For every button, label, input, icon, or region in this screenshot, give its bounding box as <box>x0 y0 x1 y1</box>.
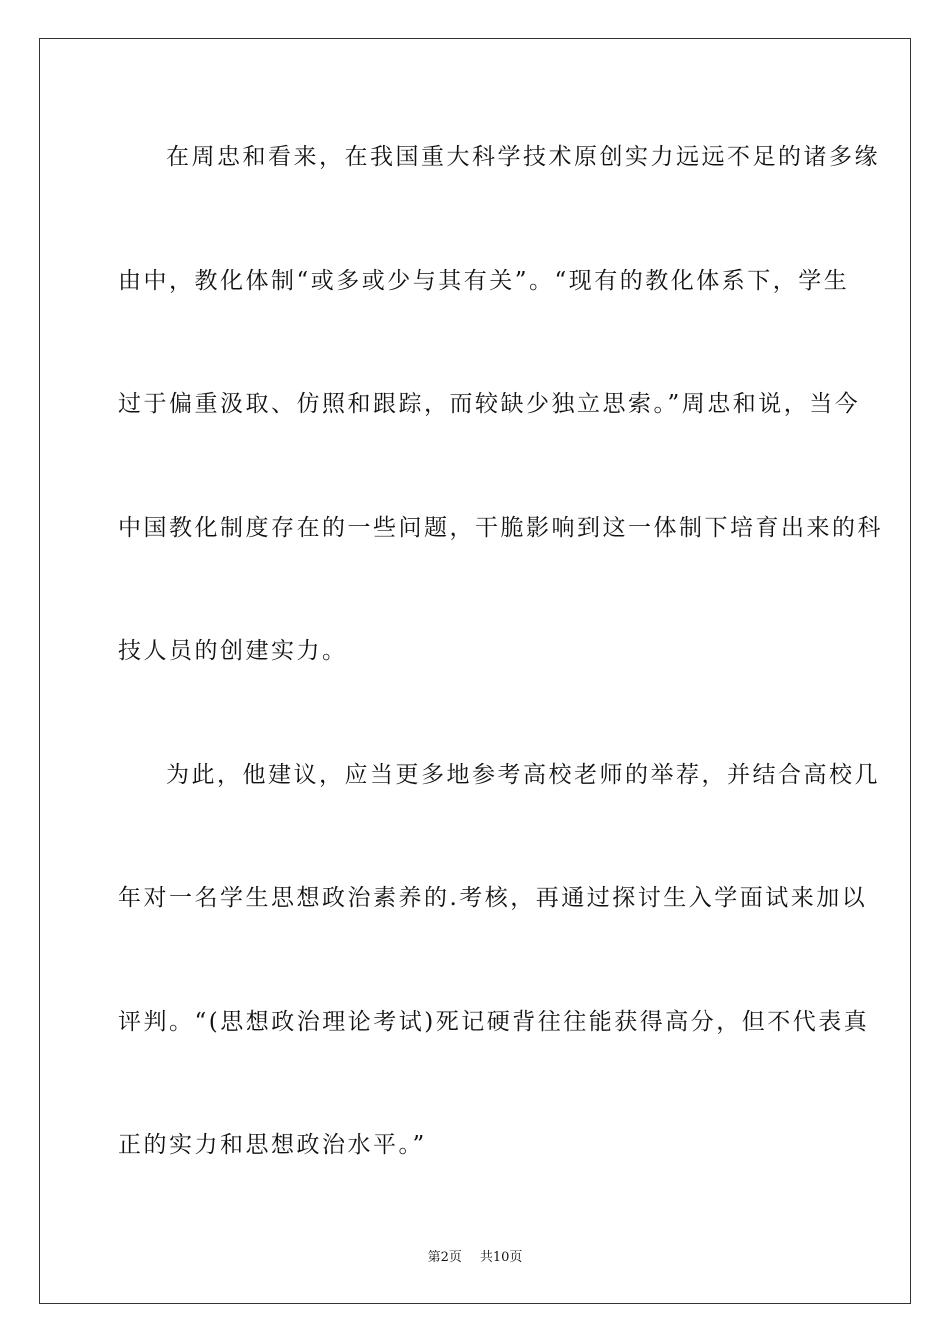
page-footer <box>0 1246 950 1265</box>
page-total: 共10页 <box>479 1250 523 1265</box>
paragraph-1-line-2: 由中，教化体制“或多或少与其有关”。“现有的教化体系下，学生 <box>118 267 850 294</box>
paragraph-2-line-4: 正的实力和思想政治水平。” <box>118 1132 427 1158</box>
paragraph-1-line-5: 技人员的创建实力。 <box>118 638 348 664</box>
paragraph-2-line-2: 年对一名学生思想政治素养的.考核，再通过探讨生入学面试来加以 <box>118 885 868 911</box>
paragraph-2-line-1: 为此，他建议，应当更多地参考高校老师的举荐，并结合高校几 <box>166 761 880 788</box>
paragraph-1-line-3: 过于偏重汲取、仿照和跟踪，而较缺少独立思索。”周忠和说，当今 <box>118 391 861 417</box>
document-body <box>118 126 883 1238</box>
paragraph-2-line-3: 评判。“(思想政治理论考试)死记硬背往往能获得高分，但不代表真 <box>118 1008 870 1035</box>
paragraph-1-line-1: 在周忠和看来，在我国重大科学技术原创实力远远不足的诸多缘 <box>166 144 880 170</box>
page-number: 第2页 <box>427 1250 462 1265</box>
paragraph-1-line-4: 中国教化制度存在的一些问题，干脆影响到这一体制下培育出来的科 <box>118 514 883 541</box>
